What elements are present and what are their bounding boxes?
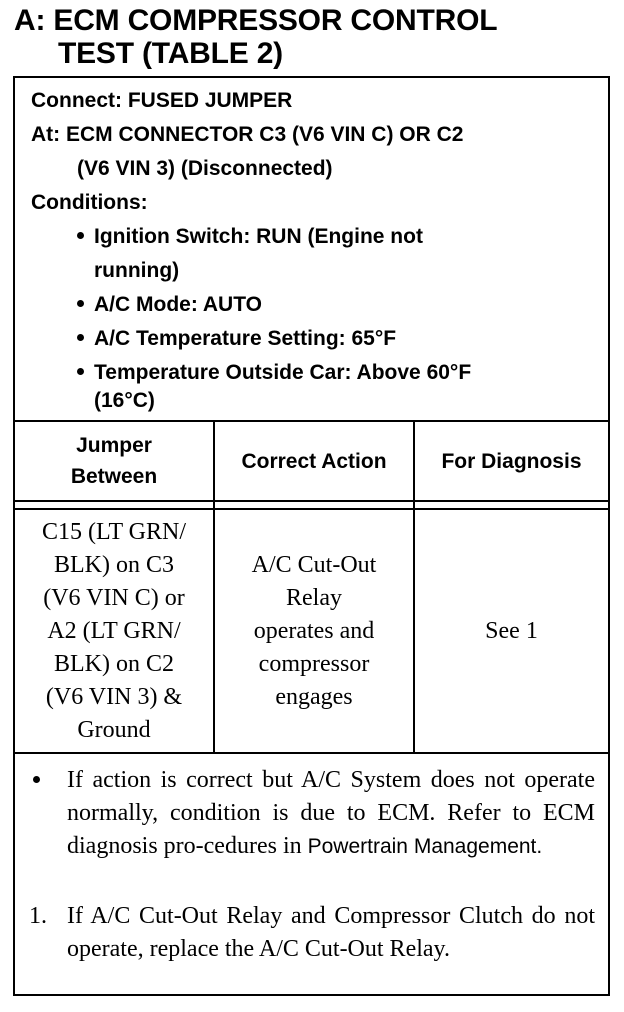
cell-for-diagnosis: See 1 [485,617,538,644]
setup-section [15,78,608,422]
bullet-icon [77,334,84,341]
conditions-label: Conditions: [31,191,148,214]
column-divider [413,422,415,752]
condition-text-continued: (16°C) [94,389,155,412]
cell-line: Relay [286,584,342,611]
bullet-note-text [67,764,595,863]
condition-text: Ignition Switch: RUN (Engine not [94,225,423,248]
table-row [15,510,608,754]
table-header [15,422,608,500]
cell-line: A2 (LT GRN/ [47,617,181,644]
condition-text: Temperature Outside Car: Above 60°F [94,361,472,384]
bullet-icon [77,300,84,307]
connect-line: Connect: FUSED JUMPER [31,89,293,112]
cell-line: engages [275,683,353,710]
header-double-divider [15,500,608,510]
cell-line: operates and [253,617,375,644]
notes-section [15,754,608,994]
header-jumper-between [15,422,213,500]
note-bullet [29,764,67,863]
bullet-note [29,764,595,863]
condition-text-continued: running) [94,259,180,282]
cell-line: (V6 VIN C) or [43,584,185,611]
note-number: 1. [29,903,47,929]
bullet-icon [77,368,84,375]
numbered-note [29,900,595,966]
cell-line: BLK) on C3 [54,551,174,578]
condition-text: A/C Temperature Setting: 65°F [94,327,397,350]
condition-item [77,220,423,253]
title-line-1: A: ECM COMPRESSOR CONTROL [14,4,498,37]
bullet-note-text-main: If action is correct but A/C System does not operate normally, condition is due to ECM. Refer to ECM diagnosis pro-cedures in [67,767,595,859]
bullet-note-text-reference: Powertrain Management. [307,835,543,858]
header-jumper-line-1: Jumper [76,434,152,457]
cell-line: compressor [258,650,370,677]
column-divider [213,422,215,752]
cell-line: C15 (LT GRN/ [41,518,187,545]
bullet-icon [77,232,84,239]
test-table-frame [13,76,610,996]
page-title [14,4,614,70]
numbered-note-text: If A/C Cut-Out Relay and Compressor Clutch do not operate, replace the A/C Cut-Out Relay. [67,903,595,962]
cell-line: BLK) on C2 [54,650,174,677]
at-line-1: At: ECM CONNECTOR C3 (V6 VIN C) OR C2 [31,123,464,146]
condition-item [77,322,396,355]
cell-correct-action [215,510,413,752]
header-jumper-line-2: Between [70,465,158,488]
header-for-diagnosis: For Diagnosis [441,449,582,473]
header-correct-action: Correct Action [241,449,387,473]
cell-line: Ground [77,716,151,743]
bullet-icon [33,776,40,783]
at-line-2: (V6 VIN 3) (Disconnected) [77,157,333,180]
cell-jumper-between [15,510,213,752]
cell-line: A/C Cut-Out [251,551,377,578]
condition-item [77,288,262,321]
condition-text: A/C Mode: AUTO [94,293,262,316]
title-line-2: TEST (TABLE 2) [58,37,283,70]
cell-line: (V6 VIN 3) & [45,683,183,710]
